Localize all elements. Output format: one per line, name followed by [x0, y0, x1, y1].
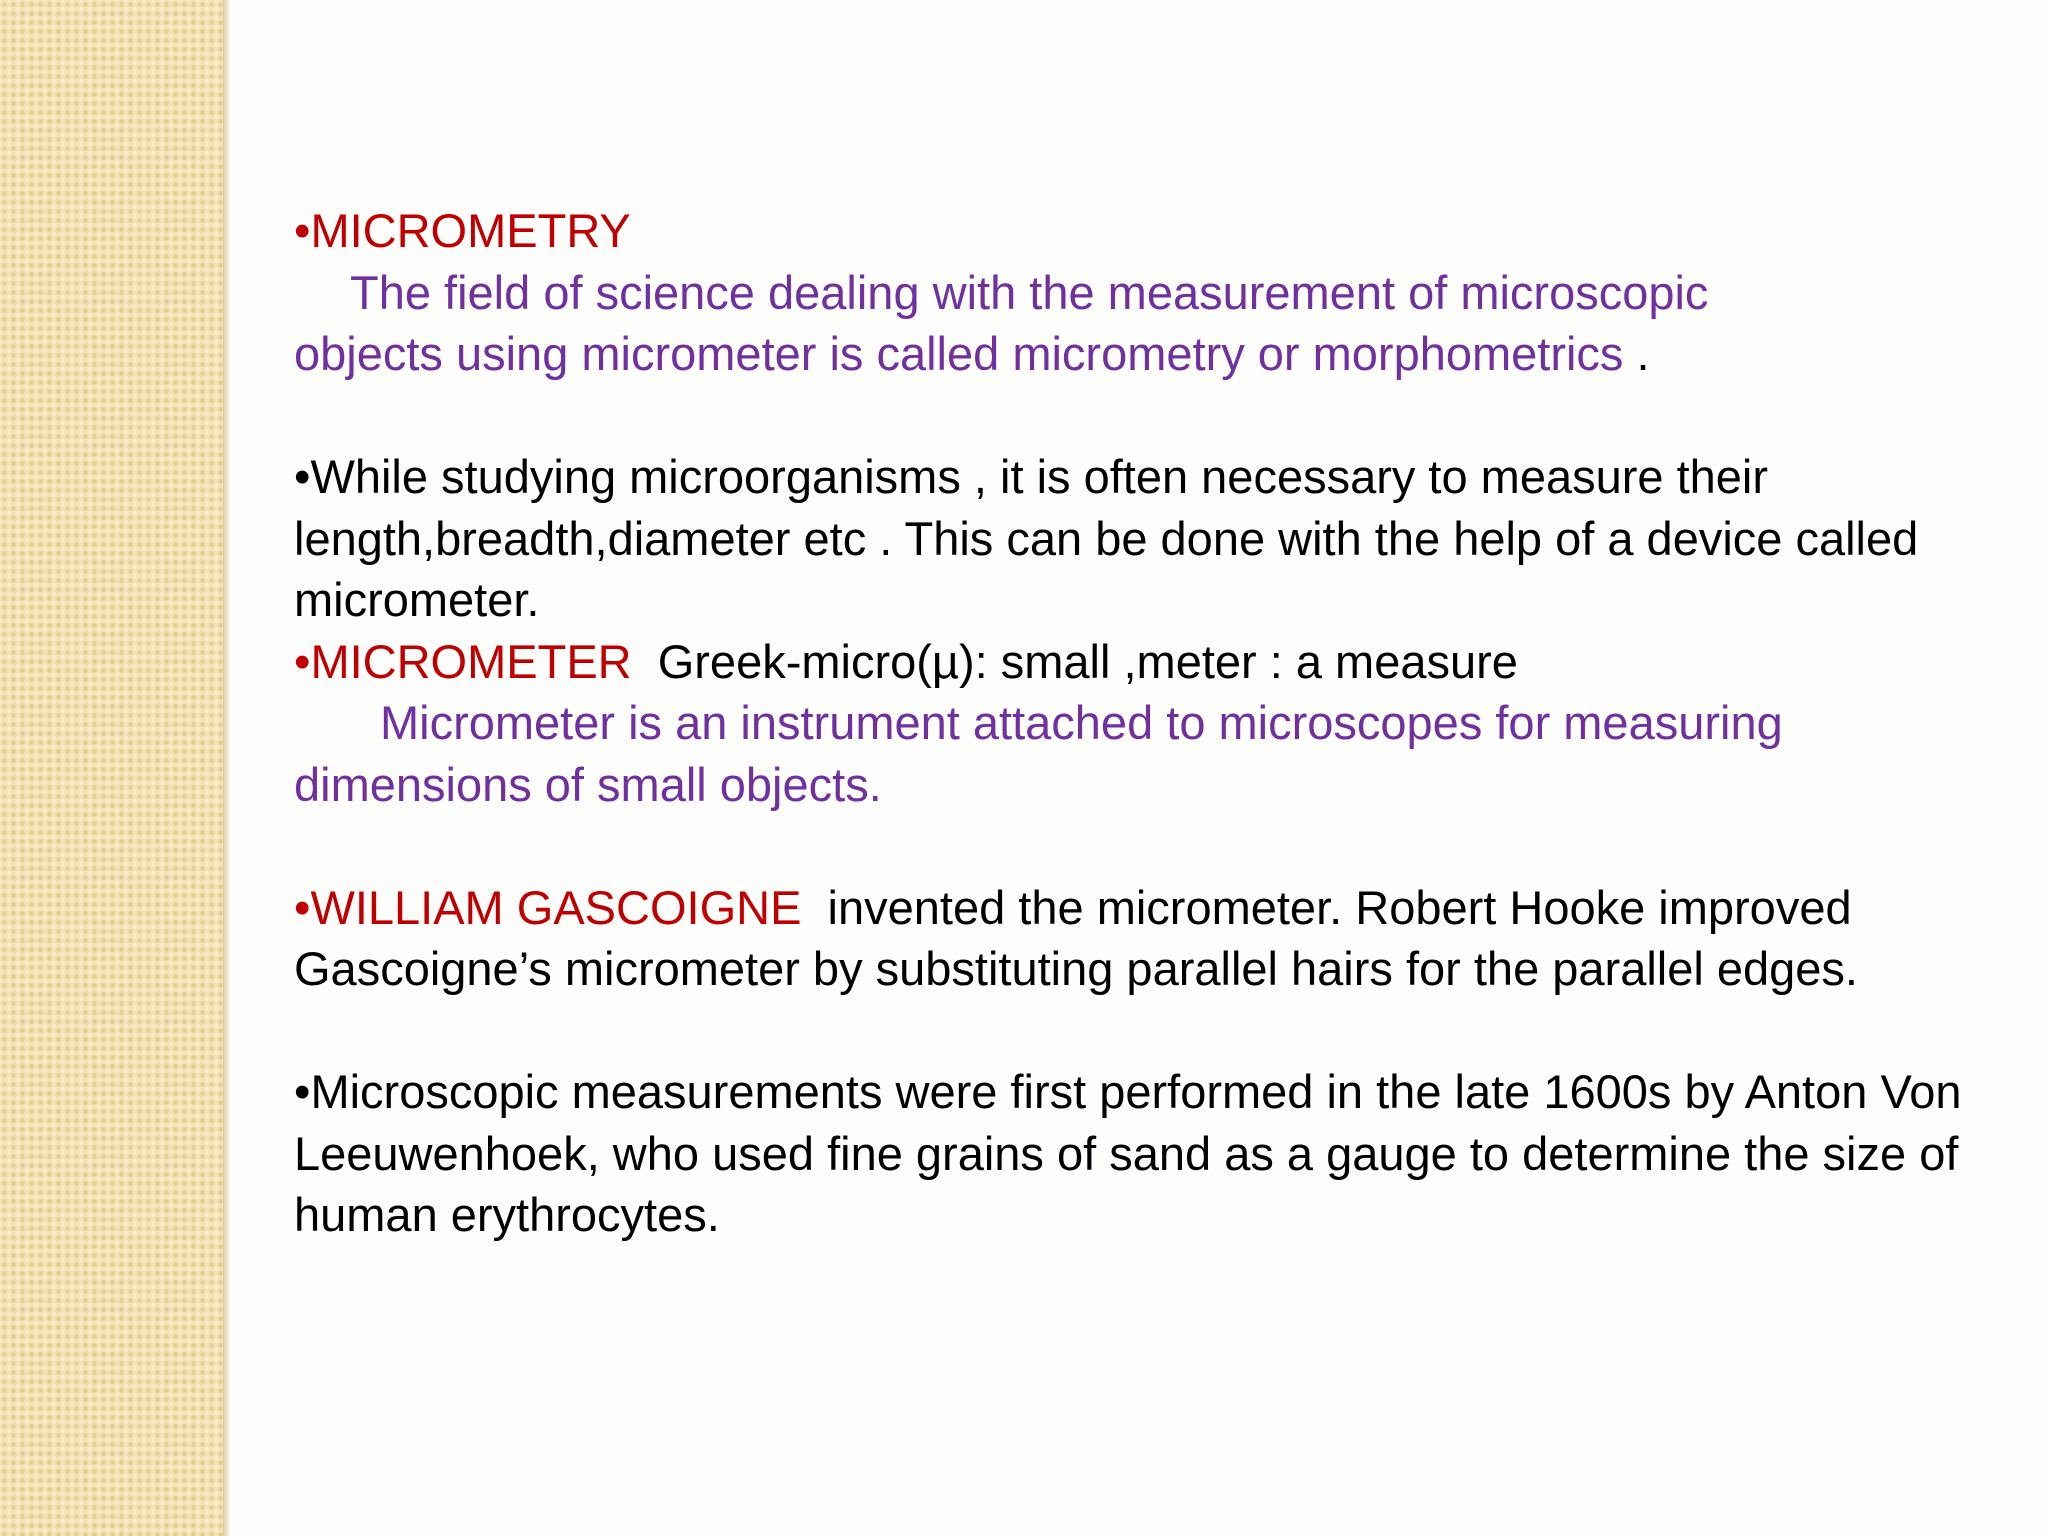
micrometry-heading	[294, 200, 2014, 262]
gascoigne-text: invented the micrometer. Robert Hooke improved Gascoigne’s micrometer by substituting parallel hairs for the parallel edges.	[294, 880, 1865, 995]
leeuwenhoek-paragraph: •Microscopic measurements were first performed in the late 1600s by Anton Von Leeuwenhoek, who used fine grains of sand as a gauge to determine the size of human erythrocytes.	[294, 1065, 1962, 1241]
micrometer-definition-line1: Micrometer is an instrument attached to microscopes for measuring	[380, 696, 1783, 749]
micrometry-definition-line2-text: objects using micrometer is called micrometry or morphometrics	[294, 327, 1624, 380]
micrometer-heading: •MICROMETER	[294, 634, 632, 688]
micrometry-definition-line2	[294, 323, 2014, 385]
gascoigne-heading: •WILLIAM GASCOIGNE	[294, 880, 802, 934]
micrometer-heading-line	[294, 631, 2014, 693]
studying-paragraph: •While studying microorganisms , it is often necessary to measure their length,breadth,diameter etc . This can be done with the help of a device called micrometer.	[294, 450, 1919, 626]
side-strip-edge	[223, 0, 231, 1536]
spacer	[294, 815, 2014, 877]
micrometer-definition-line2: dimensions of small objects.	[294, 757, 882, 811]
decorative-side-strip	[0, 0, 223, 1536]
micrometer-etymology: Greek-micro(µ): small ,meter : a measure	[631, 634, 1518, 688]
spacer	[294, 1000, 2014, 1062]
gascoigne-paragraph	[294, 877, 2014, 1000]
slide-body	[294, 200, 2014, 1246]
spacer	[294, 385, 2014, 447]
micrometry-heading-text: •MICROMETRY	[294, 204, 631, 257]
micrometry-definition-end: .	[1623, 327, 1650, 380]
micrometry-definition-line1: The field of science dealing with the measurement of microscopic	[350, 265, 1709, 319]
